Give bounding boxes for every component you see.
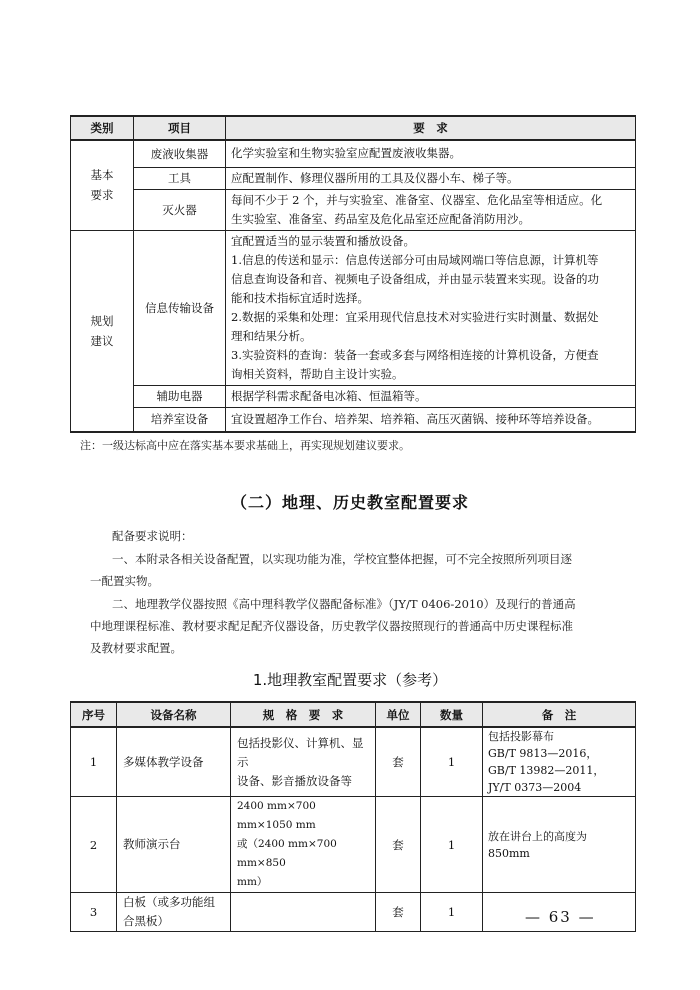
category-plan: 规划 建议	[71, 230, 134, 432]
row-no: 1	[71, 727, 117, 797]
item-cell: 信息传输设备	[134, 230, 226, 385]
table-header-row	[71, 702, 636, 727]
requirement-cell: 每间不少于 2 个，并与实验室、准备室、仪器室、危化品室等相适应。化 生实验室、准备室、药品室及危化品室还应配备消防用沙。	[226, 189, 636, 230]
spec-cell: 包括投影仪、计算机、显示 设备、影音播放设备等	[231, 727, 376, 797]
header-no: 序号	[71, 702, 117, 727]
table-row	[71, 167, 636, 189]
table-row	[71, 385, 636, 407]
header-category: 类别	[71, 116, 134, 140]
unit-cell: 套	[376, 797, 421, 893]
item-cell: 灭火器	[134, 189, 226, 230]
requirement-cell: 化学实验室和生物实验室应配置废液收集器。	[226, 140, 636, 167]
item-cell: 辅助电器	[134, 385, 226, 407]
page-number: — 63 —	[525, 908, 596, 926]
header-unit: 单位	[376, 702, 421, 727]
requirement-cell: 宜设置超净工作台、培养架、培养箱、高压灭菌锅、接种环等培养设备。	[226, 407, 636, 432]
header-remark: 备 注	[483, 702, 636, 727]
explain-heading: 配备要求说明：	[112, 529, 193, 543]
equipment-name: 教师演示台	[117, 797, 231, 893]
equipment-name: 白板（或多功能组 合黑板）	[117, 893, 231, 932]
item-cell: 废液收集器	[134, 140, 226, 167]
paragraph-1-line-1: 一、本附录各相关设备配置，以实现功能为准，学校宜整体把握，可不完全按照所列项目逐	[112, 552, 572, 566]
equipment-name: 多媒体教学设备	[117, 727, 231, 797]
row-no: 3	[71, 893, 117, 932]
section-title: （二）地理、历史教室配置要求	[230, 493, 469, 512]
table-row	[71, 407, 636, 432]
table-row	[71, 797, 636, 893]
table-header-row	[71, 116, 636, 140]
unit-cell: 套	[376, 893, 421, 932]
item-cell: 培养室设备	[134, 407, 226, 432]
unit-cell: 套	[376, 727, 421, 797]
header-spec: 规 格 要 求	[231, 702, 376, 727]
header-qty: 数量	[421, 702, 483, 727]
requirement-cell: 根据学科需求配备电冰箱、恒温箱等。	[226, 385, 636, 407]
item-cell: 工具	[134, 167, 226, 189]
remark-cell: 包括投影幕布 GB/T 9813—2016， GB/T 13982—2011， JY/T 0373—2004	[483, 727, 636, 797]
qty-cell: 1	[421, 893, 483, 932]
row-no: 2	[71, 797, 117, 893]
table-row	[71, 189, 636, 230]
header-name: 设备名称	[117, 702, 231, 727]
paragraph-2-line-2: 中地理课程标准、教材要求配足配齐仪器设备，历史教学仪器按照现行的普通高中历史课程标准	[90, 619, 573, 633]
table-row	[71, 230, 636, 385]
lab-requirements-table	[70, 115, 636, 433]
header-item: 项目	[134, 116, 226, 140]
header-requirement: 要 求	[226, 116, 636, 140]
paragraph-2-line-1: 二、地理教学仪器按照《高中理科教学仪器配备标准》（JY/T 0406-2010）及现行的普通高	[112, 597, 576, 611]
remark-cell: 放在讲台上的高度为 850mm	[483, 797, 636, 893]
subsection-title: 1.地理教室配置要求（参考）	[252, 671, 448, 689]
spec-cell	[231, 893, 376, 932]
requirement-cell: 应配置制作、修理仪器所用的工具及仪器小车、梯子等。	[226, 167, 636, 189]
table-row	[71, 727, 636, 797]
requirement-cell: 宜配置适当的显示装置和播放设备。 1.信息的传送和显示：信息传送部分可由局域网端口等信息源，计算机等 信息查询设备和音、视频电子设备组成，并由显示装置来实现。设备的功 能和技术指标宜适时选择。 2.数据的采集和处理：宜采用现代信息技术对实验进行实时测量、数据处 理和结果分析。 3.实验资料的查询：装备一套或多套与网络相连接的计算机设备，方便查 询相关资料，帮助自主设计实验。	[226, 230, 636, 385]
paragraph-2-line-3: 及教材要求配置。	[90, 641, 182, 655]
table-note: 注：一级达标高中应在落实基本要求基础上，再实现规划建议要求。	[80, 439, 410, 452]
qty-cell: 1	[421, 727, 483, 797]
table-row	[71, 140, 636, 167]
category-basic: 基本 要求	[71, 140, 134, 230]
paragraph-1-line-2: 一配置实物。	[90, 574, 159, 588]
geography-classroom-table	[70, 701, 636, 932]
qty-cell: 1	[421, 797, 483, 893]
spec-cell: 2400 mm×700 mm×1050 mm 或（2400 mm×700 mm×850 mm）	[231, 797, 376, 893]
